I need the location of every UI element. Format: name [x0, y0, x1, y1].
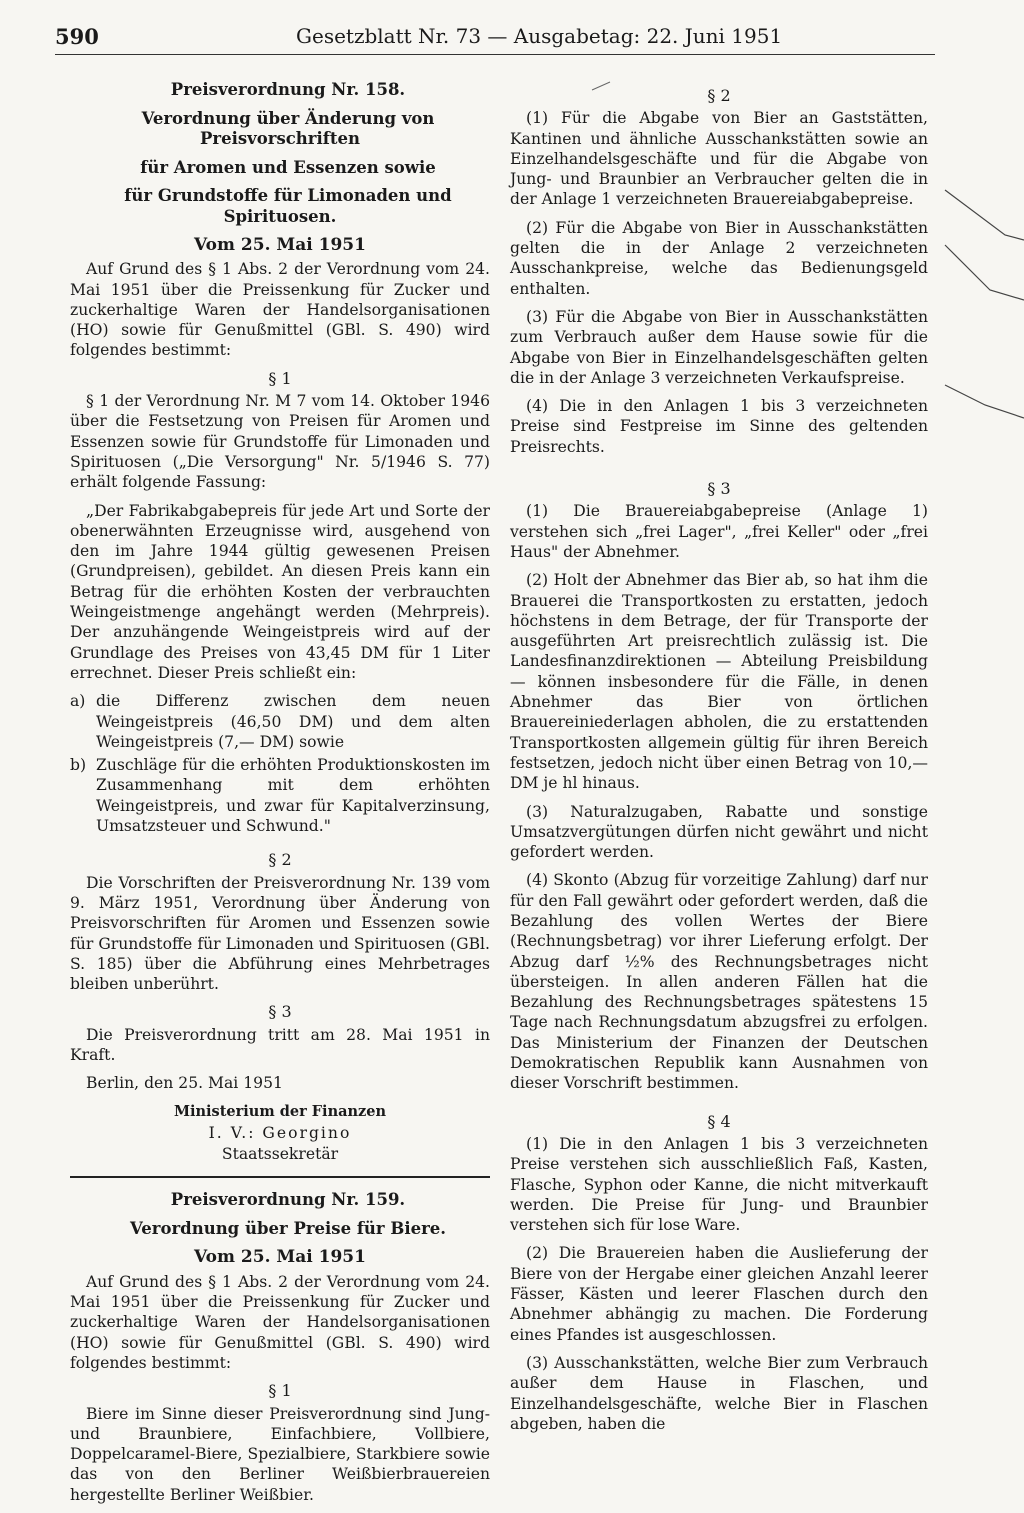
ordinance-159-number: Preisverordnung Nr. 159. [170, 1190, 406, 1210]
section-2-paragraph-2: (2) Für die Abgabe von Bier in Ausschankstätten gelten die in der Anlage 2 verzeichneten Ausschankpreise, welche das Bedienungsgeld enthalten. [510, 218, 928, 298]
section-4-paragraph-2: (2) Die Brauereien haben die Auslieferung der Biere von der Hergabe einer gleichen Anzahl leerer Fässer, Kästen und leerer Flaschen durch den Abnehmer abhängig zu machen. Die Forderung eines Pfandes ist ausgeschlossen. [510, 1244, 928, 1344]
ordinance-158-title-line: Verordnung über Änderung von Preisvorschriften [141, 108, 435, 148]
ordinance-159-section-3-title: § 3 [707, 479, 731, 499]
ordinance-158-section-3-text: Die Preisverordnung tritt am 28. Mai 1951 in Kraft. [70, 1025, 490, 1064]
list-item-label: a) [70, 692, 86, 711]
ordinance-158-section-1-title: § 1 [268, 368, 292, 388]
ordinance-159-title: Verordnung über Preise für Biere. [129, 1218, 447, 1238]
left-column [70, 80, 490, 1513]
ordinance-158-section-1-quote: „Der Fabrikabgabepreis für jede Art und Sorte der obenerwähnten Erzeugnisse wird, ausgehend von den im Jahre 1944 gültig gewesenen Preisen (Grundpreisen), gebildet. An diesen Preis kann ein Betrag für die erhöhten Kosten der verbrauchten Weingeistmenge angehängt werden (Mehrpreis). Der anzuhängende Weingeistpreis wird auf der Grundlage des Preises von 43,45 DM für 1 Liter errechnet. Dieser Preis schließt ein: [70, 501, 490, 682]
section-4-paragraph-1: (1) Die in den Anlagen 1 bis 3 verzeichneten Preise verstehen sich ausschließlich Faß, Kasten, Flasche, Syphon oder Kanne, die nicht mitverkauft werden. Die Preise für Jung- und Braunbier verstehen sich für lose Ware. [510, 1134, 928, 1235]
header-rule [55, 54, 935, 55]
section-3-paragraph-3: (3) Naturalzugaben, Rabatte und sonstige Umsatzvergütungen dürfen nicht gewährt und nicht gefordert werden. [510, 802, 928, 862]
section-3-paragraph-1: (1) Die Brauereiabgabepreise (Anlage 1) verstehen sich „frei Lager", „frei Keller" oder „frei Haus" der Abnehmer. [510, 502, 928, 561]
ordinance-159-section-1-title: § 1 [268, 1381, 292, 1401]
list-item-label: b) [70, 756, 87, 775]
section-4-paragraph-3: (3) Ausschankstätten, welche Bier zum Verbrauch außer dem Hause in Flaschen, und Einzelhandelsgeschäfte, welche Bier in Flaschen abgeben, haben die [510, 1353, 928, 1433]
ordinance-159-section-4-title: § 4 [707, 1111, 731, 1131]
ordinance-159-section-1-text: Biere im Sinne dieser Preisverordnung sind Jung- und Braunbiere, Einfachbiere, Vollbiere, Doppelcaramel-Biere, Spezialbiere, Starkbiere sowie das von den Berliner Weißbierbrauereien hergestellte Berliner Weißbier. [70, 1404, 490, 1504]
section-3-paragraph-4: (4) Skonto (Abzug für vorzeitige Zahlung) darf nur für den Fall gewährt oder gefordert werden, daß die Bezahlung des vollen Wertes der Biere (Rechnungsbetrag) vor ihrer Lieferung erfolgt. Der Abzug darf ½% des Rechnungsbetrages nicht übersteigen. In allen anderen Fällen hat die Bezahlung des Rechnungsbetrages spätestens 15 Tage nach Rechnungsdatum abzugsfrei zu erfolgen. Das Ministerium der Finanzen der Deutschen Demokratischen Republik kann Ausnahmen von dieser Vorschrift bestimmen. [510, 871, 928, 1093]
ordinance-158-title-line: für Aromen und Essenzen sowie [140, 157, 436, 177]
ordinance-158-section-1-text: § 1 der Verordnung Nr. M 7 vom 14. Oktober 1946 über die Festsetzung von Preisen für Aromen und Essenzen sowie für Grundstoffe für Limonaden und Spirituosen („Die Versorgung" Nr. 5/1946 S. 77) erhält folgende Fassung: [70, 392, 490, 492]
section-3-paragraph-2: (2) Holt der Abnehmer das Bier ab, so hat ihm die Brauerei die Transportkosten zu erstatten, jedoch höchstens in dem Betrage, der für Transporte der ausgeführten Art preisrechtlich zulässig ist. Die Landesfinanzdirektionen — Abteilung Preisbildung — können insbesondere für die Fälle, in denen Abnehmer das Bier von örtlichen Brauereiniederlagen abholen, die zu erstattenden Transportkosten allgemein gültig für ihren Bereich festsetzen, jedoch nicht über einen Betrag von 10,— DM je hl hinaus. [510, 571, 928, 793]
list-item-text: Zuschläge für die erhöhten Produktionskosten im Zusammenhang mit dem erhöhten Weingeistpreis, und zwar für Kapitalverzinsung, Umsatzsteuer und Schwund." [96, 756, 490, 836]
section-2-paragraph-4: (4) Die in den Anlagen 1 bis 3 verzeichneten Preise sind Festpreise im Sinne des geltenden Preisrechts. [510, 397, 928, 456]
right-column [510, 80, 928, 1442]
ordinance-159-section-2-title: § 2 [707, 86, 731, 105]
ordinance-158-section-3-title: § 3 [268, 1002, 292, 1022]
section-2-paragraph-1: (1) Für die Abgabe von Bier an Gaststätten, Kantinen und ähnliche Ausschankstätten sowie an Einzelhandelsgeschäfte und für die Abgabe von Jung- und Braunbier an Verbraucher gelten die in der Anlage 1 verzeichneten Brauereiabgabepreise. [510, 109, 928, 209]
ordinance-158-preamble: Auf Grund des § 1 Abs. 2 der Verordnung vom 24. Mai 1951 über die Preissenkung für Zucker und zuckerhaltige Waren der Handelsorganisationen (HO) sowie für Genußmittel (GBl. S. 490) wird folgendes bestimmt: [70, 260, 490, 360]
signature-ministry: Ministerium der Finanzen [173, 1102, 387, 1120]
signature-role: Staatssekretär [221, 1145, 339, 1164]
ordinance-158-number: Preisverordnung Nr. 158. [170, 80, 406, 99]
ordinance-159-preamble: Auf Grund des § 1 Abs. 2 der Verordnung vom 24. Mai 1951 über die Preissenkung für Zucker und zuckerhaltige Waren der Handelsorganisationen (HO) sowie für Genußmittel (GBl. S. 490) wird folgendes bestimmt: [70, 1272, 490, 1372]
page-number: 590 [55, 24, 99, 49]
signature-signer: I. V.: Georgino [208, 1123, 352, 1142]
ordinance-separator [70, 1176, 490, 1178]
signature-place-date: Berlin, den 25. Mai 1951 [86, 1074, 283, 1093]
list-item-a [70, 691, 490, 752]
list-item-b [70, 755, 490, 836]
ordinance-158-section-2-title: § 2 [268, 850, 292, 870]
ordinance-158-title-line: für Grundstoffe für Limonaden und Spirituosen. [124, 186, 452, 226]
list-item-text: die Differenz zwischen dem neuen Weingeistpreis (46,50 DM) und dem alten Weingeistpreis (7,— DM) sowie [96, 692, 490, 751]
ordinance-158-section-2-text: Die Vorschriften der Preisverordnung Nr. 139 vom 9. März 1951, Verordnung über Änderung von Preisvorschriften für Aromen und Essenzen sowie für Grundstoffe für Limonaden und Spirituosen (GBl. S. 185) über die Abführung eines Mehrbetrages bleiben unberührt. [70, 873, 490, 994]
ordinance-158-date: Vom 25. Mai 1951 [194, 235, 366, 255]
section-2-paragraph-3: (3) Für die Abgabe von Bier in Ausschankstätten zum Verbrauch außer dem Hause sowie für die Abgabe von Bier in Einzelhandelsgeschäften gelten die in der Anlage 3 verzeichneten Verkaufspreise. [510, 307, 928, 387]
ordinance-159-date: Vom 25. Mai 1951 [194, 1247, 366, 1268]
running-header: Gesetzblatt Nr. 73 — Ausgabetag: 22. Juni 1951 [296, 24, 783, 48]
